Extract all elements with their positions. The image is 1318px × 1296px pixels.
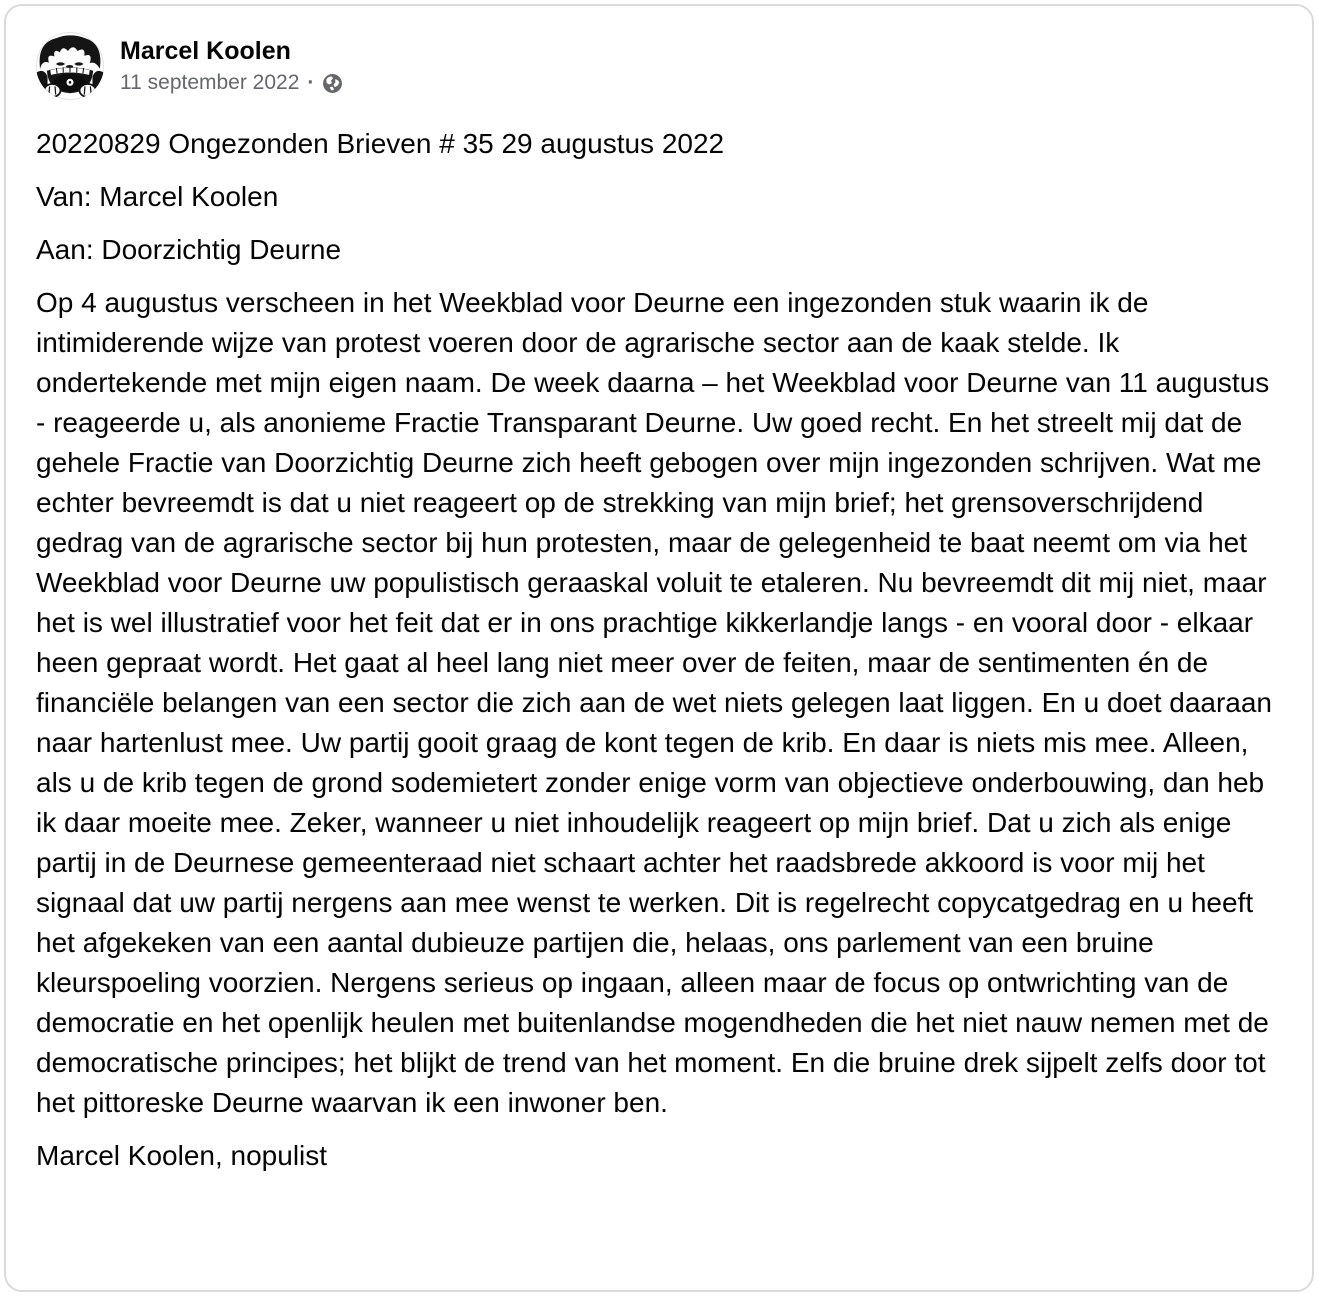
post-to-line: Aan: Doorzichtig Deurne xyxy=(36,234,342,265)
post-content xyxy=(36,124,1282,1176)
post-date-link[interactable]: 11 september 2022 xyxy=(120,71,300,94)
post-title-line: 20220829 Ongezonden Brieven # 35 29 augustus 2022 xyxy=(36,128,725,159)
meta-separator: · xyxy=(307,71,315,94)
post-header xyxy=(36,32,1282,100)
globe-public-icon xyxy=(322,73,343,94)
post-from-line: Van: Marcel Koolen xyxy=(36,181,279,212)
header-text xyxy=(120,36,343,96)
cartoon-avatar-image xyxy=(36,32,104,100)
post-meta xyxy=(120,70,343,96)
post-signature: Marcel Koolen, nopulist xyxy=(36,1140,328,1171)
avatar[interactable] xyxy=(36,32,104,100)
author-name-link[interactable]: Marcel Koolen xyxy=(120,37,291,65)
post-body-paragraph: Op 4 augustus verscheen in het Weekblad voor Deurne een ingezonden stuk waarin ik de intimiderende wijze van protest voeren door de agrarische sector aan de kaak stelde. Ik ondertekende met mijn eigen naam. De week daarna – het Weekblad voor Deurne van 11 augustus - reageerde u, als anonieme Fractie Transparant Deurne. Uw goed recht. En het streelt mij dat de gehele Fractie van Doorzichtig Deurne zich heeft gebogen over mijn ingezonden schrijven. Wat me echter bevreemdt is dat u niet reageert op de strekking van mijn brief; het grensoverschrijdend gedrag van de agrarische sector bij hun protesten, maar de gelegenheid te baat neemt om via het Weekblad voor Deurne uw populistisch geraaskal voluit te etaleren. Nu bevreemdt dit mij niet, maar het is wel illustratief voor het feit dat er in ons prachtige kikkerlandje langs - en vooral door - elkaar heen gepraat wordt. Het gaat al heel lang niet meer over de feiten, maar de sentimenten én de financiële belangen van een sector die zich aan de wet niets gelegen laat liggen. En u doet daaraan naar hartenlust mee. Uw partij gooit graag de kont tegen de krib. En daar is niets mis mee. Alleen, als u de krib tegen de grond sodemietert zonder enige vorm van objectieve onderbouwing, dan heb ik daar moeite mee. Zeker, wanneer u niet inhoudelijk reageert op mijn brief. Dat u zich als enige partij in de Deurnese gemeenteraad niet schaart achter het raadsbrede akkoord is voor mij het signaal dat uw partij nergens aan mee wenst te werken. Dit is regelrecht copycatgedrag en u heeft het afgekeken van een aantal dubieuze partijen die, helaas, ons parlement van een bruine kleurspoeling voorzien. Nergens serieus op ingaan, alleen maar de focus op ontwrichting van de democratie en het openlijk heulen met buitenlandse mogendheden die het niet nauw nemen met de democratische principes; het blijkt de trend van het moment. En die bruine drek sijpelt zelfs door tot het pittoreske Deurne waarvan ik een inwoner ben. xyxy=(36,287,1273,1118)
facebook-post-card xyxy=(4,4,1314,1292)
